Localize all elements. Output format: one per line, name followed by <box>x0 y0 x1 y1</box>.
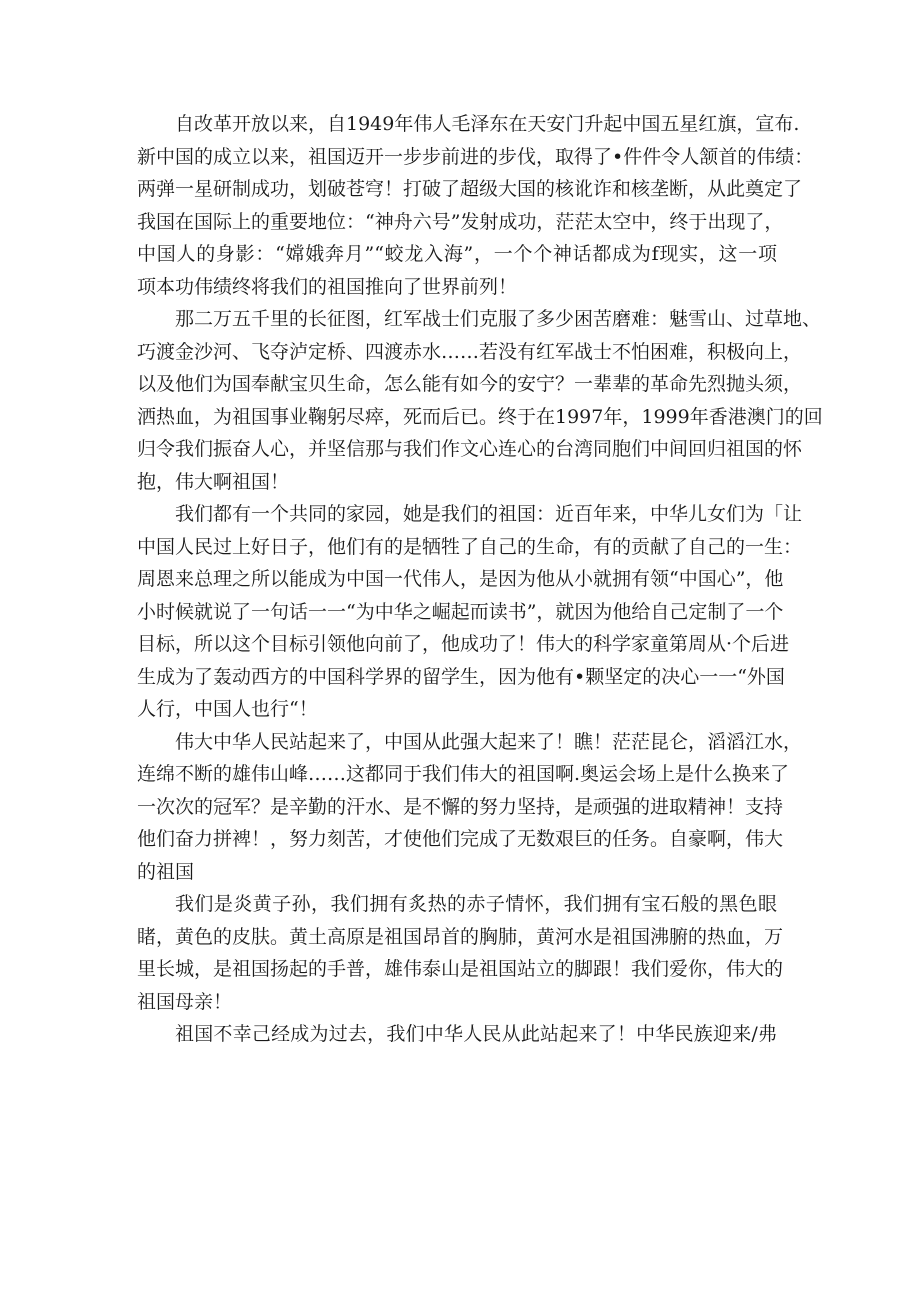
text-line: 自改革开放以来，自1949年伟人毛泽东在天安门升起中国五星红旗，宣布. <box>175 113 800 135</box>
text-line: 连绵不断的雄伟山峰……这都同于我们伟大的祖国啊.奥运会场上是什么换来了 <box>137 763 790 785</box>
text-line: 中国人的身影：“嫦娥奔月”“蛟龙入海”，一个个神话都成为f现实，这一项 <box>137 243 777 265</box>
text-line: 巧渡金沙河、飞夺泸定桥、四渡赤水……若没有红军战士不怕困难，积极向上， <box>137 340 803 363</box>
paragraph-2 <box>137 303 823 498</box>
paragraph-1 <box>137 108 814 303</box>
text-line: 项本功伟绩终将我们的祖国推向了世界前列！ <box>137 275 518 298</box>
text-line: 归令我们振奋人心，并坚信那与我们作文心连心的台湾同胞们中间回归祖国的怀 <box>137 438 803 460</box>
text-line: 人行，中国人也行“！ <box>137 698 318 720</box>
text-line: 祖国母亲！ <box>137 990 233 1013</box>
paragraph-5 <box>137 888 784 1018</box>
paragraph-6 <box>137 1018 777 1051</box>
text-line: 生成为了轰动西方的中国科学界的留学生，因为他有•颗坚定的决心一一“外国 <box>137 665 785 688</box>
text-line: 一次次的冠军？是辛勤的汗水、是不懈的努力坚持，是顽强的进取精神！支持 <box>137 795 784 818</box>
text-line: 两弹一星研制成功，划破苍穹！打破了超级大国的核讹诈和核垄断，从此奠定了 <box>137 178 803 200</box>
text-line: 的祖国 <box>137 860 195 883</box>
paragraph-3 <box>137 498 803 726</box>
text-line: 我们都有一个共同的家园，她是我们的祖国：近百年来，中华儿女们为「让 <box>175 503 803 525</box>
text-line: 我们是炎黄子孙，我们拥有炙热的赤子情怀，我们拥有宝石般的黑色眼 <box>175 893 777 915</box>
text-line: 以及他们为国奉献宝贝生命，怎么能有如今的安宁？一辈辈的革命先烈抛头须， <box>137 373 803 395</box>
text-line: 新中国的成立以来，祖国迈开一步步前进的步伐，取得了•件件令人颔首的伟绩： <box>137 145 814 168</box>
text-line: 那二万五千里的长征图，红军战士们克服了多少困苦磨难：魅雪山、过草地、 <box>175 308 822 330</box>
text-line: 伟大中华人民站起来了，中国从此强大起来了！瞧！茫茫昆仑，滔滔江水， <box>175 730 803 753</box>
text-line: 睹，黄色的皮肤。黄土高原是祖国昂首的胸肺，黄河水是祖国沸腑的热血，万 <box>137 925 784 948</box>
text-line: 中国人民过上好日子，他们有的是牺牲了自己的生命，有的贡献了自己的一生： <box>137 535 803 558</box>
text-line: 目标，所以这个目标引领他向前了，他成功了！伟大的科学家童第周从·个后进 <box>137 633 790 655</box>
text-line: 小时候就说了一句话一一“为中华之崛起而读书”，就因为他给自己定制了一个 <box>137 600 784 623</box>
text-line: 洒热血，为祖国事业鞠躬尽瘁，死而后已。终于在1997年，1999年香港澳门的回 <box>137 405 823 428</box>
text-line: 抱，伟大啊祖国！ <box>137 470 290 493</box>
paragraph-4 <box>137 726 803 889</box>
text-line: 周恩来总理之所以能成为中国一代伟人，是因为他从小就拥有领“中国心”，他 <box>137 568 784 590</box>
text-line: 祖国不幸己经成为过去，我们中华人民从此站起来了！中华民族迎来/弗 <box>175 1023 777 1045</box>
text-line: 他们奋力拼裨！，努力刻苦，才使他们完成了无数艰巨的任务。自豪啊，伟大 <box>137 828 784 850</box>
document-body <box>137 108 823 1051</box>
text-line: 里长城，是祖国扬起的手普，雄伟泰山是祖国站立的脚跟！我们爱你，伟大的 <box>137 958 784 980</box>
text-line: 我国在国际上的重要地位：“神舟六号”发射成功，茫茫太空中，终于出现了， <box>137 210 784 233</box>
